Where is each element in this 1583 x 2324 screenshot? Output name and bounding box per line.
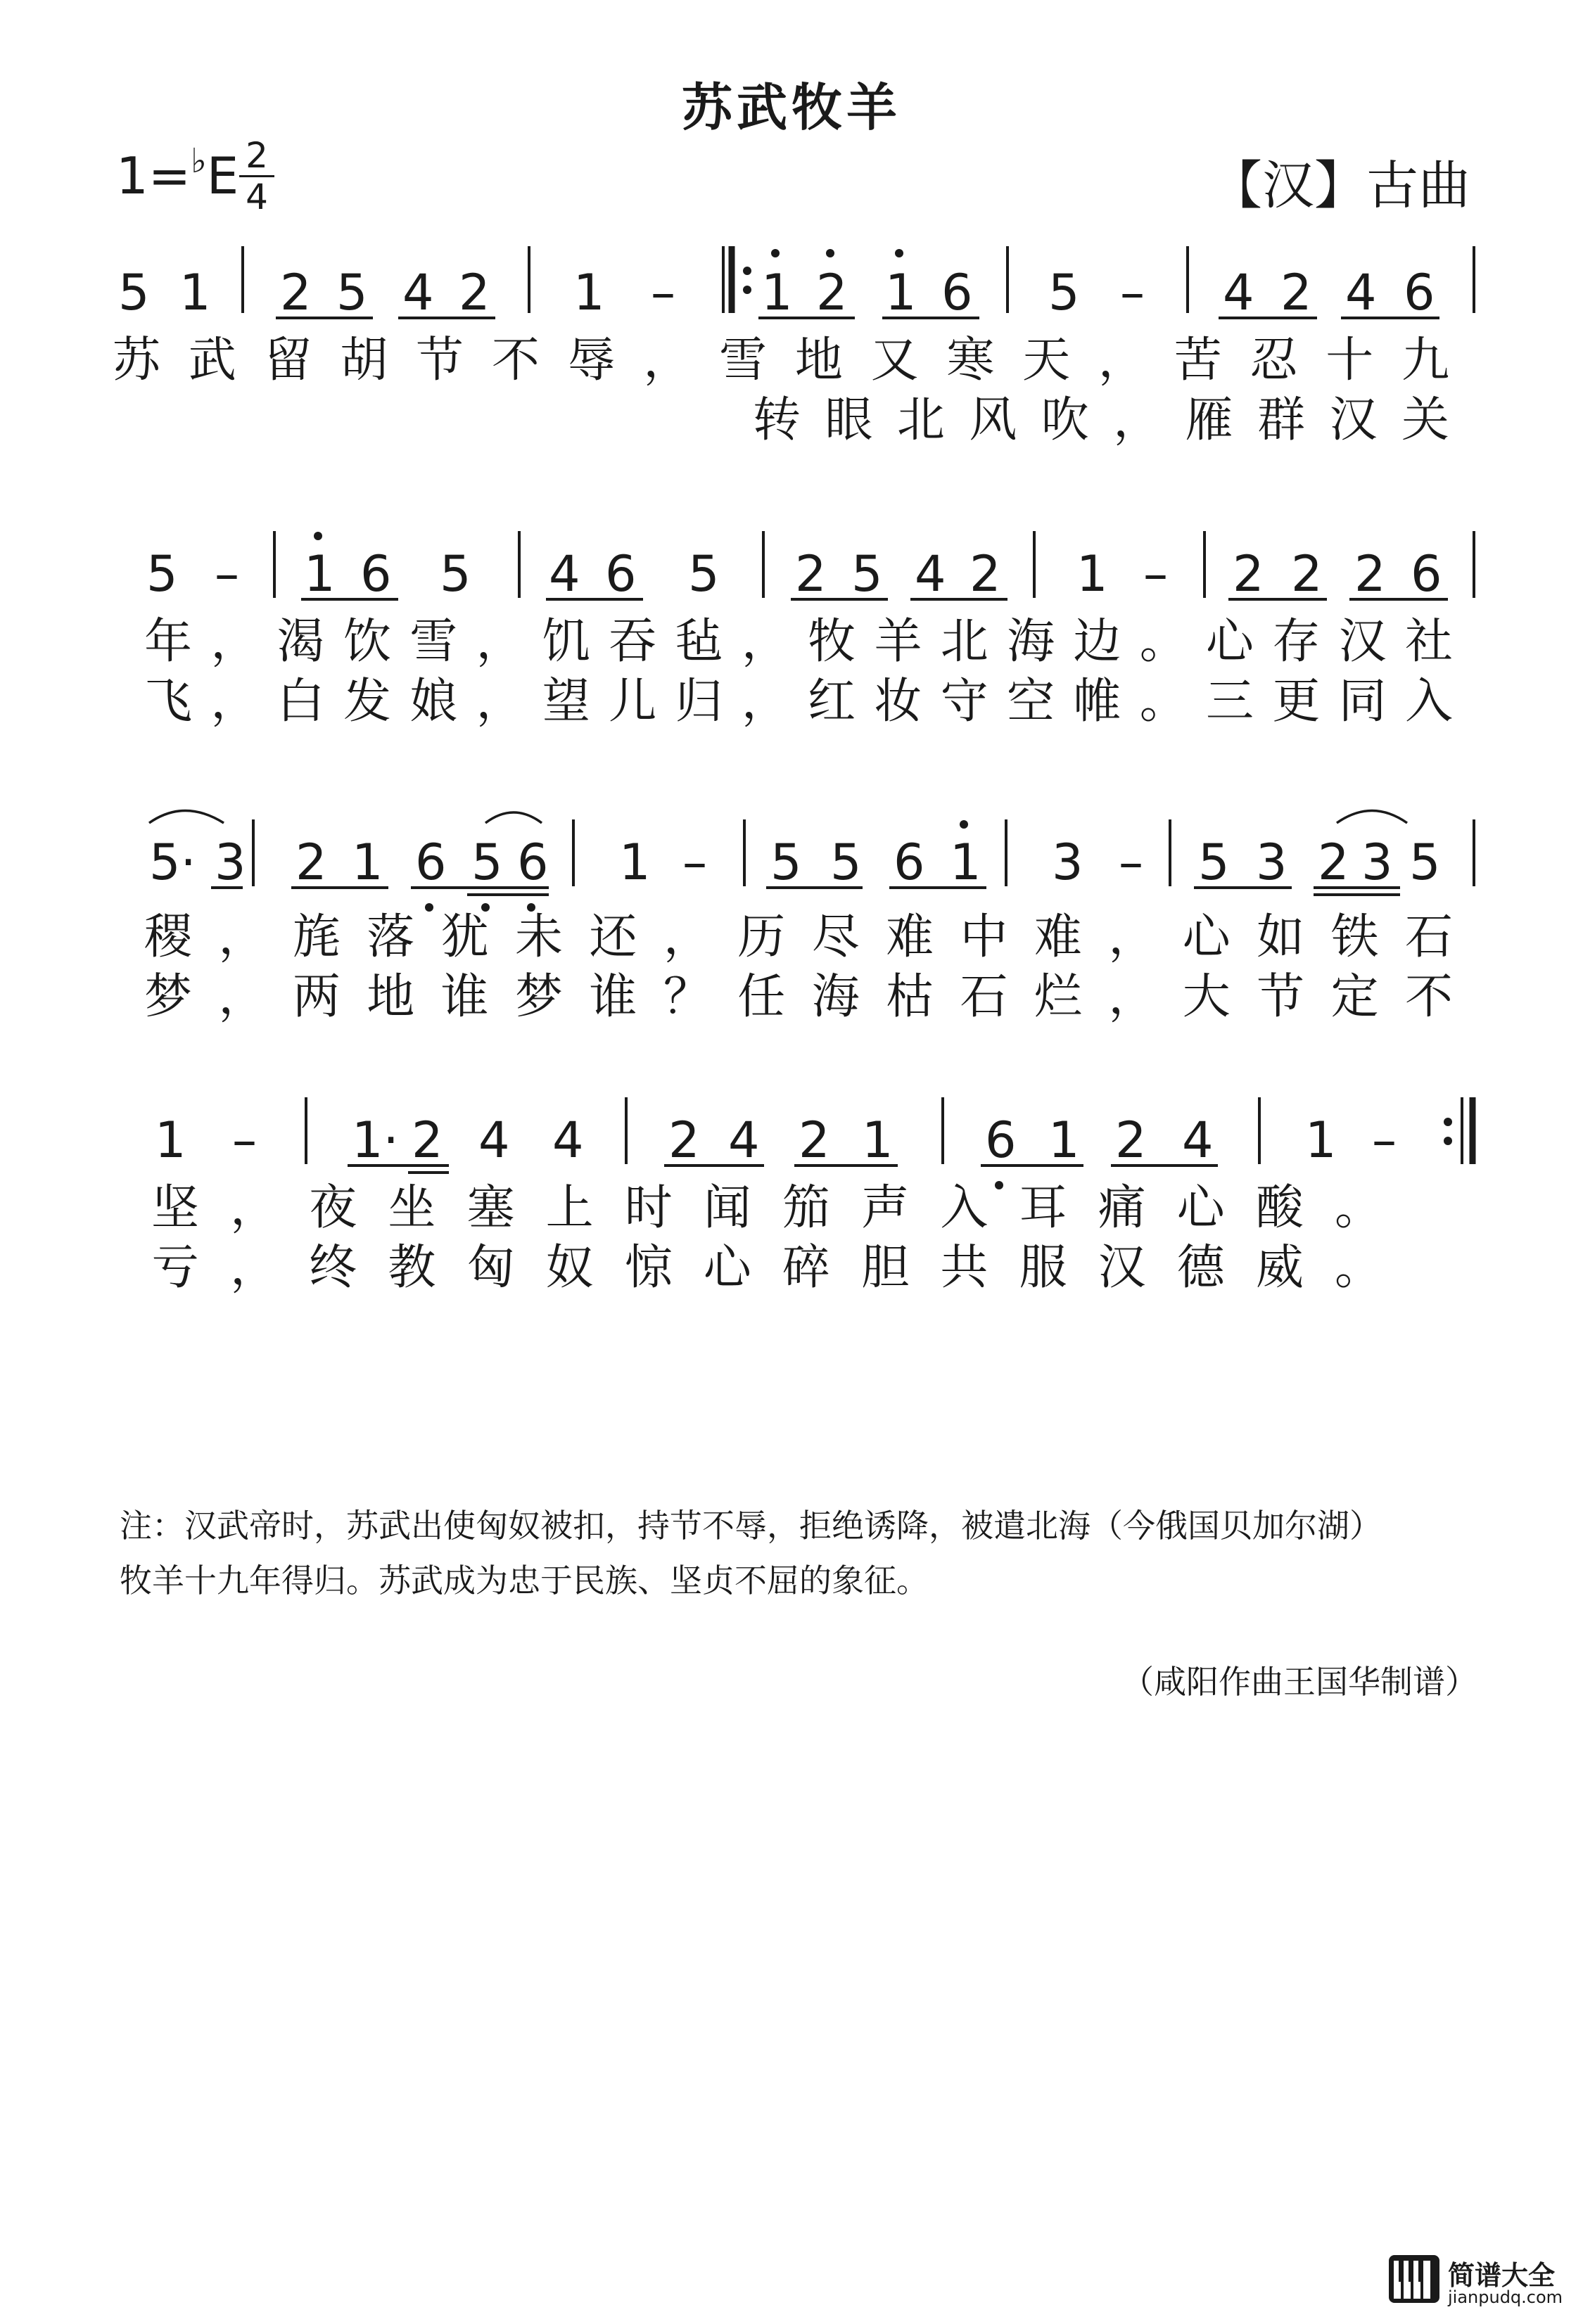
note: 2 <box>412 1111 443 1169</box>
note: 2 <box>459 264 490 321</box>
key-prefix: 1= <box>116 146 191 205</box>
footnote <box>120 1498 1382 1608</box>
note: 5 <box>1198 834 1230 891</box>
high-octave-dot <box>895 249 903 257</box>
note: 1 <box>155 1111 186 1169</box>
note: 3 <box>1361 834 1393 891</box>
note: 5· <box>149 834 196 891</box>
note: 6 <box>605 545 637 603</box>
note: 1 <box>1305 1111 1337 1169</box>
slur <box>485 812 542 823</box>
lyric-line-1: 苏武留胡节不辱，雪地又寒天，苦忍十九 <box>113 333 1449 388</box>
note: – <box>215 545 239 603</box>
lyric-line-2: 亏，终教匈奴惊心碎胆共服汉德威。 <box>151 1240 1382 1296</box>
note: 3 <box>1052 834 1083 891</box>
slur <box>149 811 224 824</box>
note: – <box>682 834 707 891</box>
footnote-line-1: 注：汉武帝时，苏武出使匈奴被扣，持节不辱，拒绝诱降，被遣北海（今俄国贝加尔湖） <box>120 1507 1382 1545</box>
note: 2 <box>799 1111 830 1169</box>
note: 6 <box>985 1111 1017 1169</box>
note: 2 <box>1280 264 1312 321</box>
note: – <box>1120 264 1145 321</box>
note: 1 <box>950 834 981 891</box>
note: 2 <box>969 545 1001 603</box>
repeat-dot <box>743 267 751 275</box>
note: 6 <box>1411 545 1442 603</box>
note: – <box>232 1111 257 1169</box>
note: 1 <box>885 264 917 321</box>
site-watermark <box>1387 2252 1563 2310</box>
lyric-line-2: 飞，白发娘，望儿归，红妆守空帷。三更同入 <box>144 674 1453 729</box>
transcriber-credit: （咸阳作曲王国华制谱） <box>1121 1663 1477 1701</box>
flat-sign: ♭ <box>191 141 207 181</box>
note: 1 <box>179 264 211 321</box>
note: 2 <box>295 834 327 891</box>
key-tone: E <box>206 146 239 205</box>
meter-top: 2 <box>246 135 268 176</box>
note: 1 <box>352 834 383 891</box>
note: 2 <box>795 545 827 603</box>
lyric-line-1: 坚，夜坐塞上时闻笳声入耳痛心酸。 <box>151 1180 1382 1236</box>
note: – <box>1119 834 1143 891</box>
song-title: 苏武牧羊 <box>681 78 901 137</box>
note: 6 <box>360 545 392 603</box>
note: 5 <box>770 834 802 891</box>
note: 5 <box>336 264 368 321</box>
note: 1 <box>1048 1111 1080 1169</box>
note: 5 <box>830 834 862 891</box>
note: 5 <box>688 545 720 603</box>
note: 2 <box>1291 545 1323 603</box>
note: 4 <box>552 1111 584 1169</box>
repeat-dot <box>1444 1137 1452 1145</box>
repeat-dot <box>743 286 751 294</box>
score-row-2 <box>144 531 1474 729</box>
meter-bottom: 4 <box>246 177 268 217</box>
note: 5 <box>118 264 150 321</box>
note: 1· <box>352 1111 399 1169</box>
note: 1 <box>304 545 336 603</box>
note: 2 <box>1318 834 1349 891</box>
note: 1 <box>862 1111 894 1169</box>
high-octave-dot <box>314 532 322 540</box>
piano-keys-icon <box>1387 2252 1441 2306</box>
lyric-line-1: 年，渴饮雪，饥吞毡，牧羊北海边。心存汉社 <box>144 614 1453 670</box>
note: 1 <box>1076 545 1108 603</box>
repeat-dot <box>1444 1118 1452 1126</box>
note: – <box>1143 545 1168 603</box>
note: 3 <box>1256 834 1288 891</box>
composer-label: 【汉】古曲 <box>1210 155 1470 216</box>
note: 4 <box>402 264 434 321</box>
note: 2 <box>816 264 848 321</box>
note: 2 <box>280 264 312 321</box>
note: 5 <box>146 545 178 603</box>
note: 5 <box>851 545 883 603</box>
note: 5 <box>471 834 503 891</box>
slur <box>1337 811 1407 824</box>
note: – <box>651 264 675 321</box>
note: 1 <box>619 834 651 891</box>
watermark-site: jianpudq.com <box>1448 2287 1563 2307</box>
note: 4 <box>728 1111 760 1169</box>
lyric-line-2: 转眼北风吹，雁群汉关 <box>753 392 1449 448</box>
note: 5 <box>1048 264 1080 321</box>
note: 6 <box>941 264 973 321</box>
note: 2 <box>668 1111 700 1169</box>
high-octave-dot <box>826 249 834 257</box>
note: 1 <box>761 264 793 321</box>
score-row-3 <box>144 811 1474 1026</box>
note: 4 <box>1223 264 1254 321</box>
note: 5 <box>1409 834 1441 891</box>
note: 6 <box>1404 264 1435 321</box>
low-octave-dot <box>995 1181 1003 1189</box>
watermark-brand: 简谱大全 <box>1448 2260 1556 2291</box>
lyric-line-2: 梦，两地谁梦谁？任海枯石烂，大节定不 <box>144 969 1453 1025</box>
high-octave-dot <box>771 249 780 257</box>
note: 2 <box>1233 545 1264 603</box>
note: – <box>1372 1111 1397 1169</box>
footnote-line-2: 牧羊十九年得归。苏武成为忠于民族、坚贞不屈的象征。 <box>120 1562 929 1600</box>
note: 6 <box>517 834 549 891</box>
note: 3 <box>215 834 246 891</box>
note: 6 <box>415 834 447 891</box>
score-row-1 <box>113 246 1474 448</box>
note: 1 <box>573 264 605 321</box>
high-octave-dot <box>960 820 968 829</box>
note: 6 <box>894 834 925 891</box>
note: 4 <box>478 1111 510 1169</box>
note: 5 <box>440 545 471 603</box>
low-octave-dot <box>425 903 433 912</box>
note: 2 <box>1354 545 1386 603</box>
score-row-4 <box>151 1097 1473 1296</box>
note: 4 <box>549 545 580 603</box>
note: 2 <box>1115 1111 1147 1169</box>
note: 4 <box>1345 264 1377 321</box>
note: 4 <box>1182 1111 1214 1169</box>
lyric-line-1: 稷，旄落犹未还，历尽难中难，心如铁石 <box>144 909 1453 965</box>
note: 4 <box>915 545 946 603</box>
